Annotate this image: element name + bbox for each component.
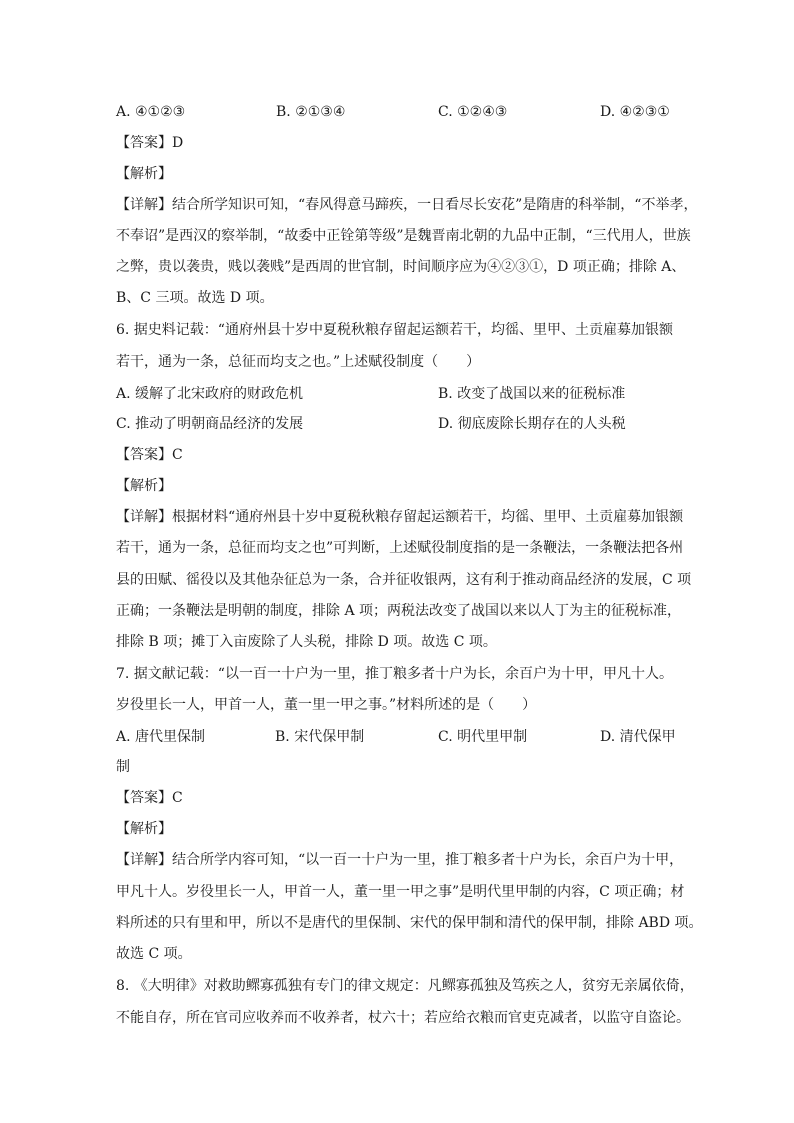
q8-stem-line: 8. 《大明律》对救助鳏寡孤独有专门的律文规定：凡鳏寡孤独及笃疾之人，贫穷无亲属依倚， <box>116 978 694 994</box>
q7-option-a: A. 唐代里保制 <box>116 729 206 745</box>
q5-option-b: B. ②①③④ <box>276 104 346 120</box>
q7-stem-line: 7. 据文献记载：“以一百一十户为一里，推丁粮多者十户为长，余百户为十甲，甲凡十人。 <box>116 666 673 682</box>
q5-option-c: C. ①②④③ <box>438 104 508 120</box>
q8-stem-line: 不能自存，所在官司应收养而不收养者，杖六十；若应给衣粮而官吏克减者，以监守自盗论。 <box>116 1010 690 1026</box>
q6-stem-line: 若干，通为一条，总征而均支之也。”上述赋役制度（ ） <box>116 354 481 370</box>
q7-option-b: B. 宋代保甲制 <box>275 729 365 745</box>
q6-detail-line: 县的田赋、徭役以及其他杂征总为一条，合并征收银两，这有利于推动商品经济的发展，C 项 <box>116 572 692 588</box>
q6-detail-line: 正确；一条鞭法是明朝的制度，排除 A 项；两税法改变了战国以来以人丁为主的征税标准， <box>116 603 682 619</box>
q5-option-d: D. ④②③① <box>600 104 670 120</box>
q6-stem-line: 6. 据史料记载：“通府州县十岁中夏税秋粮存留起运额若干，均徭、里甲、土贡雇募加银额 <box>116 322 673 338</box>
q7-detail-line: 【详解】结合所学内容可知，“以一百一十户为一里，推丁粮多者十户为长，余百户为十甲， <box>116 852 684 868</box>
q7-option-c: C. 明代里甲制 <box>438 729 528 745</box>
q7-stem-line: 岁役里长一人，甲首一人，董一里一甲之事。”材料所述的是（ ） <box>116 697 537 713</box>
q7-detail-line: 甲凡十人。岁役里长一人，甲首一人，董一里一甲之事”是明代里甲制的内容，C 项正确；材 <box>116 884 685 900</box>
q6-option-b: B. 改变了战国以来的征税标准 <box>438 386 626 402</box>
q7-option-d: D. 清代保甲 <box>600 729 676 745</box>
q5-analysis-heading: 【解析】 <box>116 166 172 182</box>
q6-answer: 【答案】C <box>116 447 183 463</box>
q7-analysis-heading: 【解析】 <box>116 821 172 837</box>
q6-detail-line: 【详解】根据材料“通府州县十岁中夏税秋粮存留起运额若干，均徭、里甲、土贡雇募加银额 <box>116 509 684 525</box>
q7-option-d-wrap: 制 <box>116 759 130 775</box>
q6-detail-line: 排除 B 项；摊丁入亩废除了人头税，排除 D 项。故选 C 项。 <box>116 634 497 650</box>
q7-detail-line: 料所述的只有里和甲，所以不是唐代的里保制、宋代的保甲制和清代的保甲制，排除 ABD 项。 <box>116 915 703 931</box>
q6-option-d: D. 彻底废除长期存在的人头税 <box>438 416 626 432</box>
q6-option-c: C. 推动了明朝商品经济的发展 <box>116 416 304 432</box>
q6-option-a: A. 缓解了北宋政府的财政危机 <box>116 386 304 402</box>
q7-answer: 【答案】C <box>116 790 183 806</box>
q7-detail-line: 故选 C 项。 <box>116 946 192 962</box>
q5-answer: 【答案】D <box>116 135 184 151</box>
q5-detail-line: 【详解】结合所学知识可知，“春风得意马蹄疾，一日看尽长安花”是隋唐的科举制，“不举孝， <box>116 197 698 213</box>
q6-analysis-heading: 【解析】 <box>116 478 172 494</box>
q5-detail-line: 不奉诏”是西汉的察举制，“故委中正铨第等级”是魏晋南北朝的九品中正制，“三代用人，世族 <box>116 228 691 244</box>
q5-detail-line: B、C 三项。故选 D 项。 <box>116 290 274 306</box>
q5-detail-line: 之弊，贵以袭贵，贱以袭贱”是西周的世官制，时间顺序应为④②③①，D 项正确；排除 A、 <box>116 259 686 275</box>
q5-option-a: A. ④①②③ <box>116 104 186 120</box>
q6-detail-line: 若干，通为一条，总征而均支之也”可判断，上述赋役制度指的是一条鞭法，一条鞭法把各州 <box>116 540 684 556</box>
